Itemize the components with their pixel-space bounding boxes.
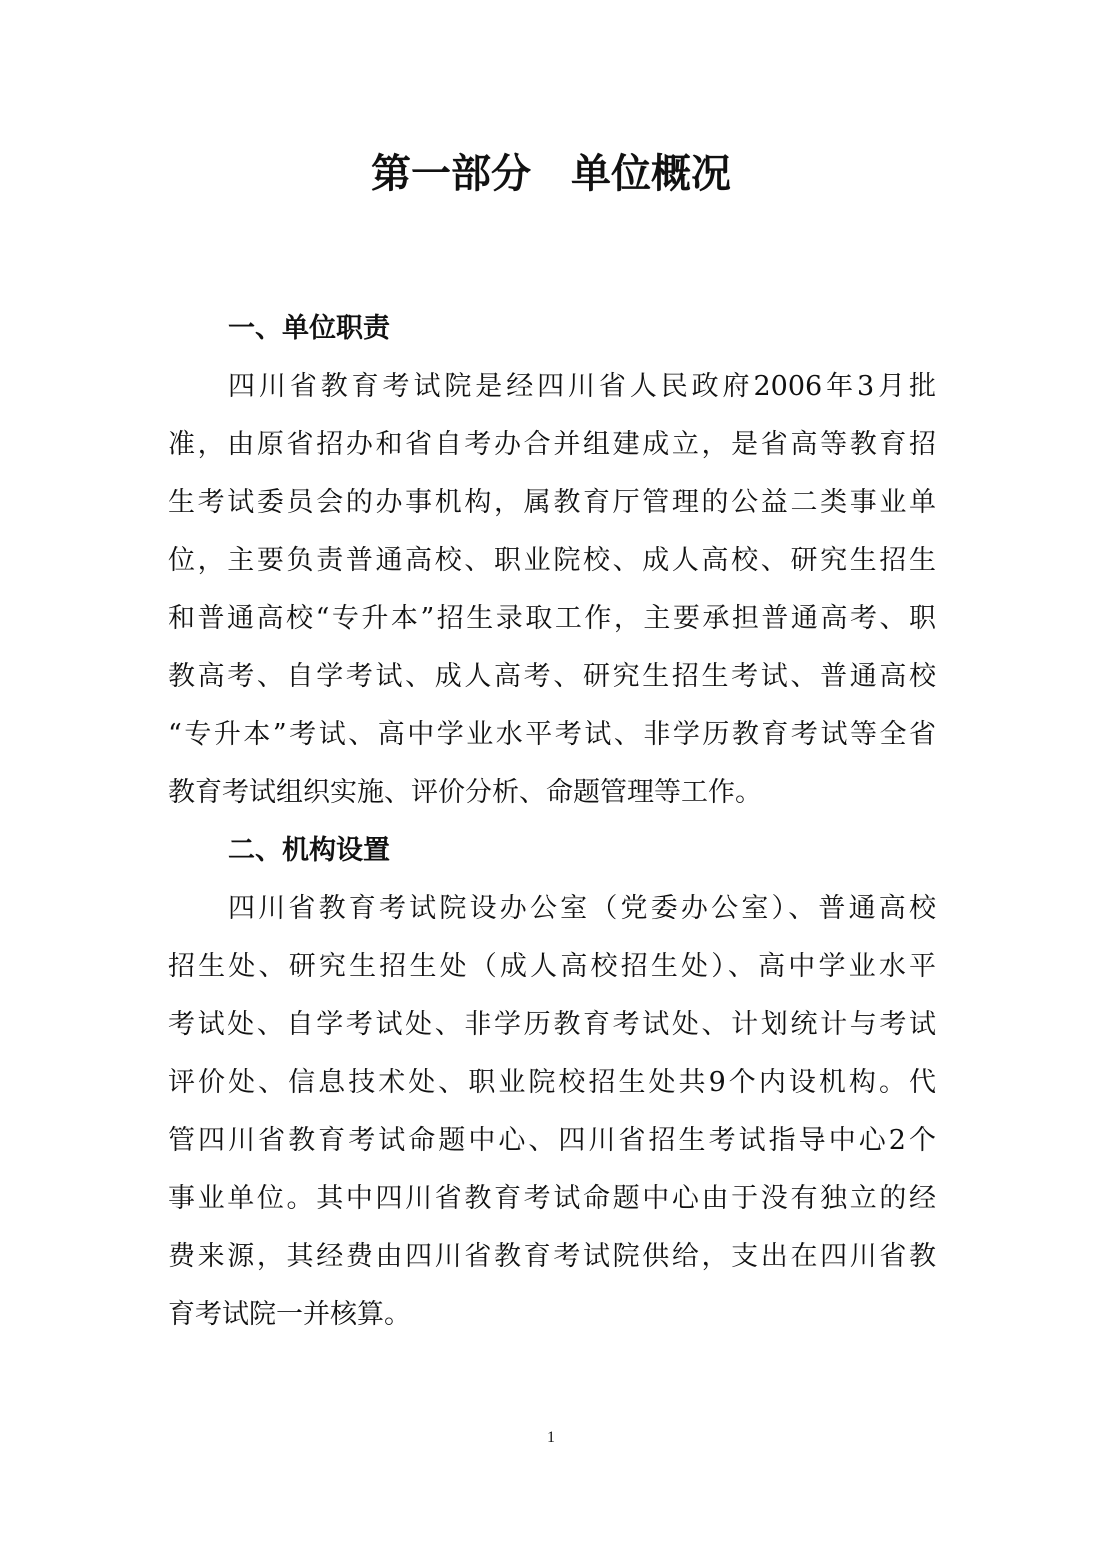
paragraph-duties: [168, 358, 936, 822]
text-line: 准，由原省招办和省自考办合并组建成立，是省高等教育招: [168, 429, 936, 460]
text-line: 考试处、自学考试处、非学历教育考试处、计划统计与考试: [168, 1009, 936, 1040]
document-body: [168, 300, 936, 1344]
text-line: 管四川省教育考试命题中心、四川省招生考试指导中心2个: [168, 1125, 936, 1156]
text-line: 四川省教育考试院设办公室（党委办公室）、普通高校: [228, 893, 936, 924]
section-heading-organization: 二、机构设置: [228, 835, 390, 866]
section-heading-duties: 一、单位职责: [228, 313, 390, 344]
page-number: 1: [547, 1429, 555, 1446]
text-line: 招生处、研究生招生处（成人高校招生处）、高中学业水平: [168, 951, 936, 982]
text-line: 四川省教育考试院是经四川省人民政府2006年3月批: [228, 371, 936, 402]
text-line: 位，主要负责普通高校、职业院校、成人高校、研究生招生: [168, 545, 936, 576]
text-line: 费来源，其经费由四川省教育考试院供给，支出在四川省教: [168, 1241, 936, 1272]
text-line: 生考试委员会的办事机构，属教育厅管理的公益二类事业单: [168, 487, 936, 518]
page-title: 第一部分 单位概况: [371, 150, 731, 197]
text-line: 事业单位。其中四川省教育考试命题中心由于没有独立的经: [168, 1183, 936, 1214]
text-line: “专升本”考试、高中学业水平考试、非学历教育考试等全省: [168, 719, 936, 750]
text-line: 评价处、信息技术处、职业院校招生处共9个内设机构。代: [168, 1067, 936, 1098]
text-line: 教高考、自学考试、成人高考、研究生招生考试、普通高校: [168, 661, 936, 692]
text-line: 和普通高校“专升本”招生录取工作，主要承担普通高考、职: [168, 603, 936, 634]
paragraph-organization: [168, 880, 936, 1344]
text-line: 育考试院一并核算。: [168, 1299, 411, 1330]
text-line: 教育考试组织实施、评价分析、命题管理等工作。: [168, 777, 762, 808]
